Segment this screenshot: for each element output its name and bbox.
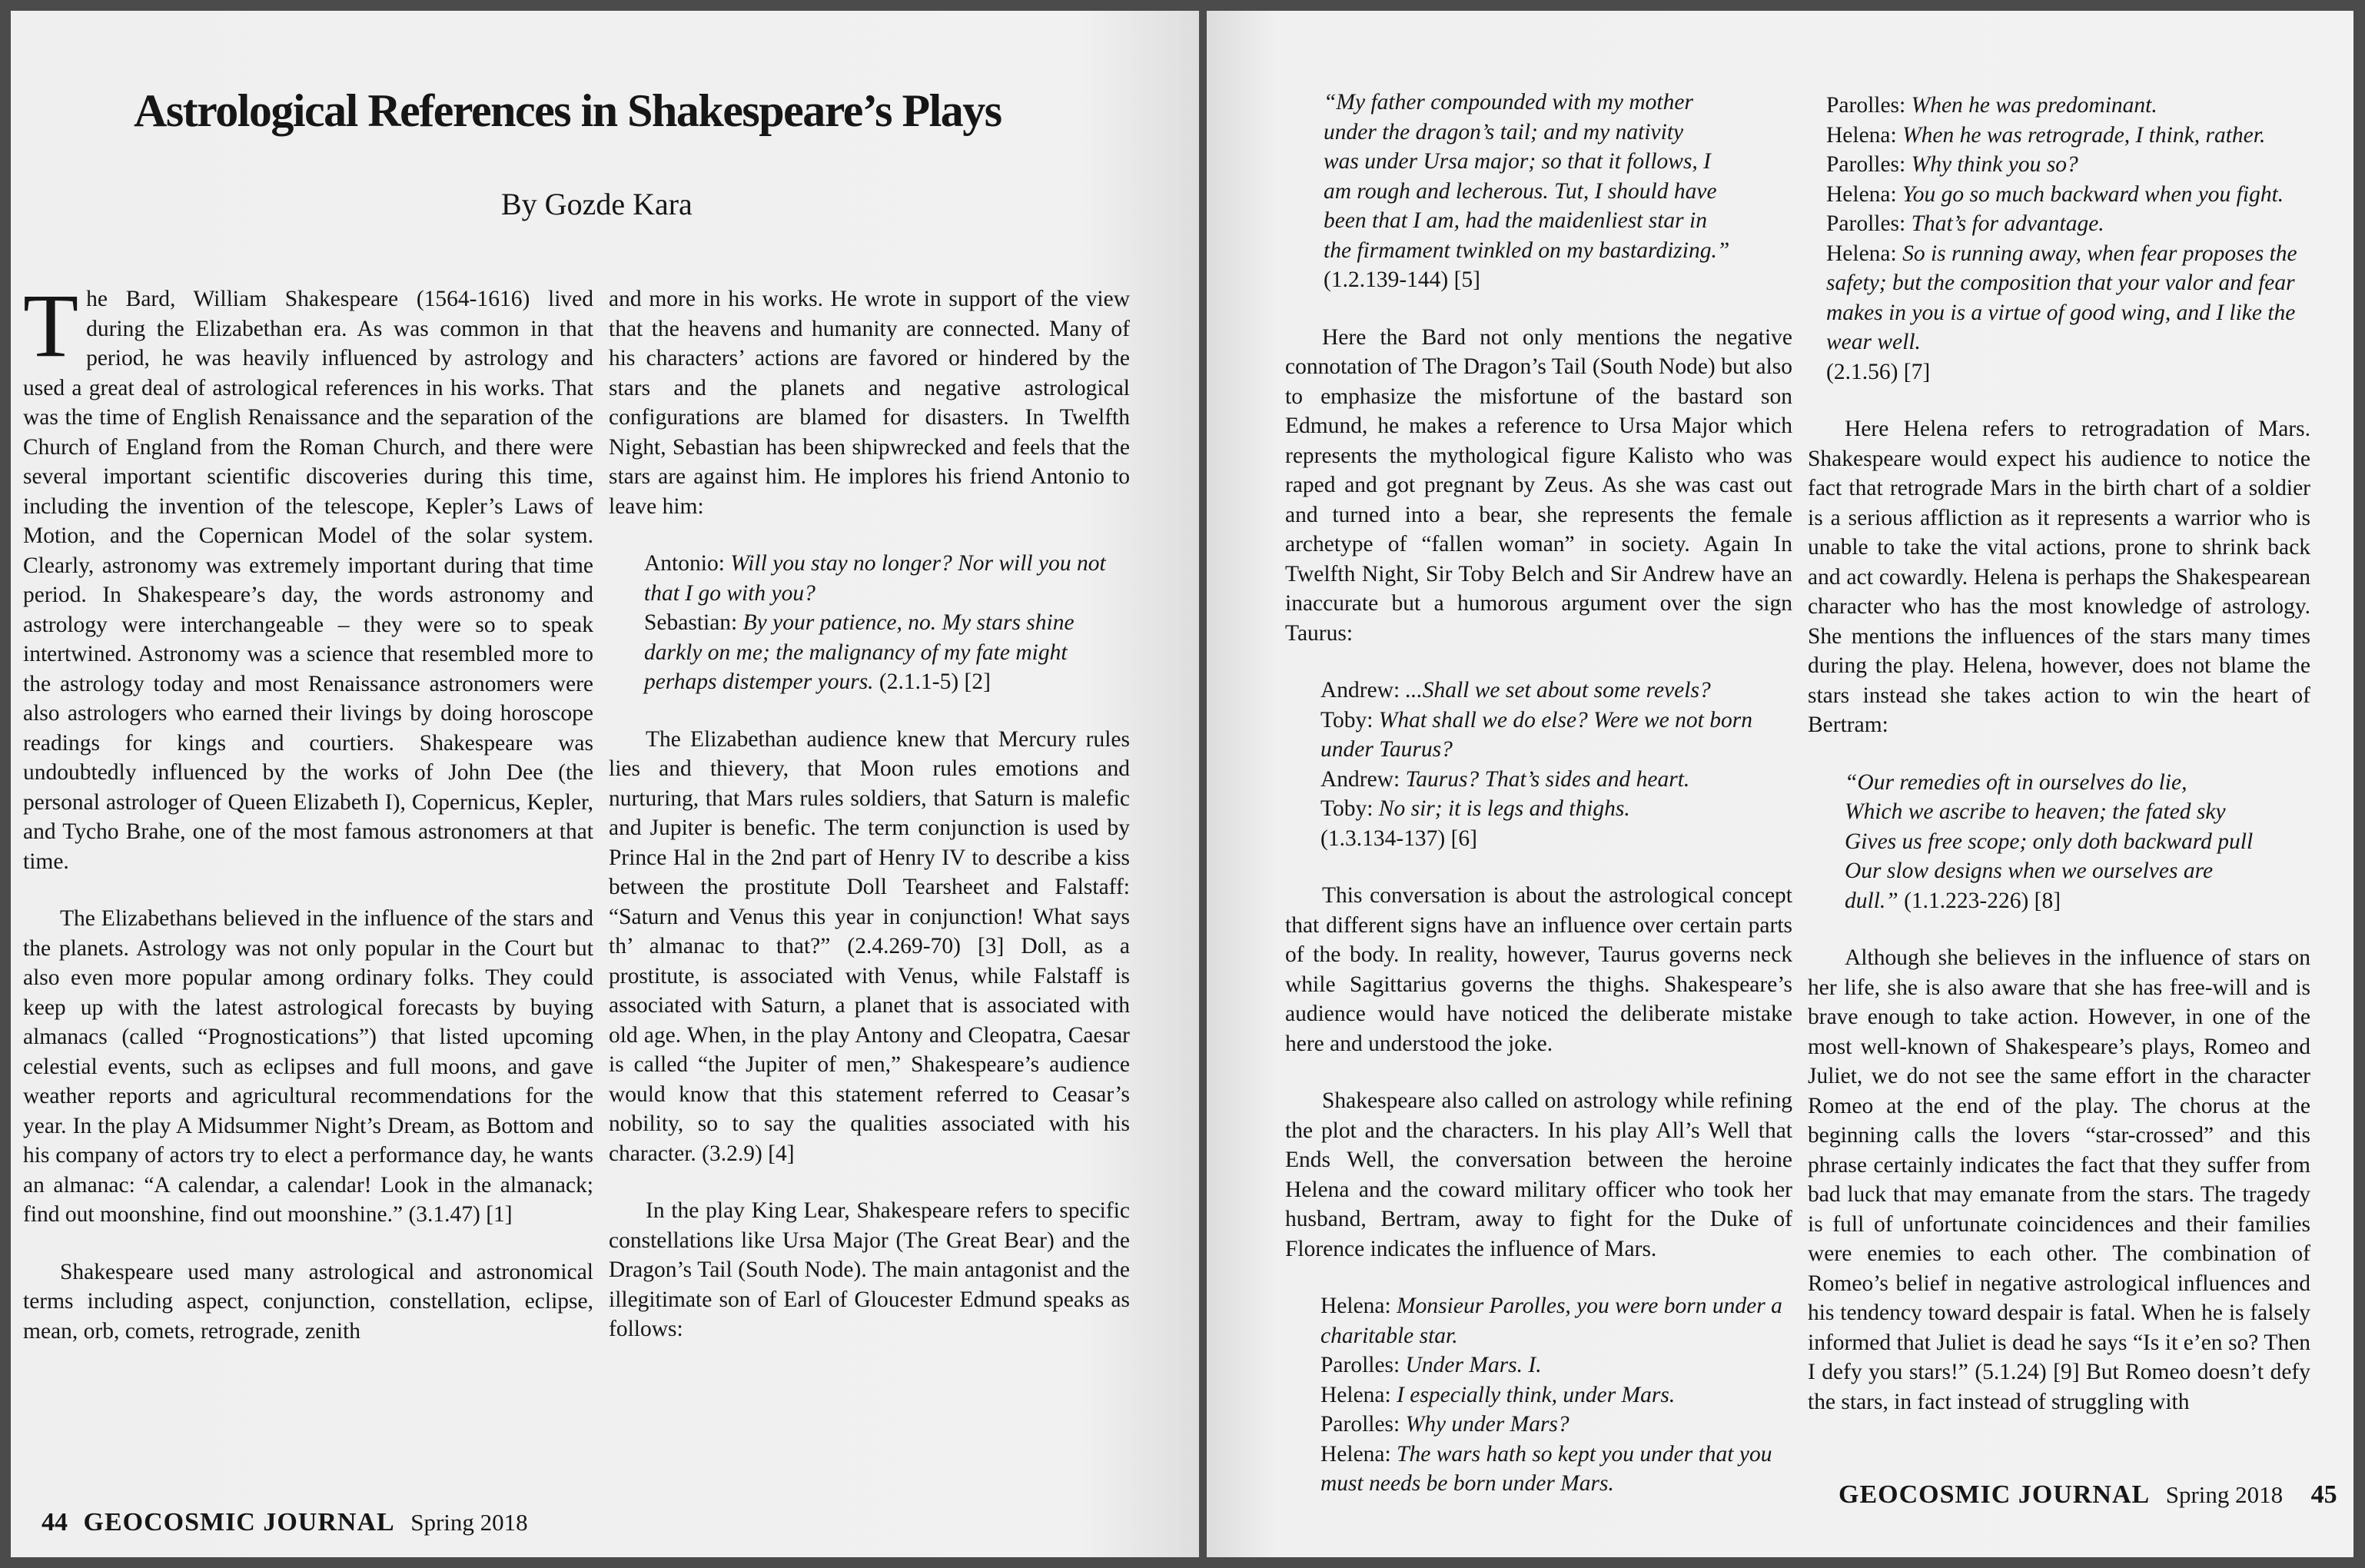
- quote-line: Parolles: Under Mars. I.: [1320, 1353, 1542, 1377]
- quote-line: the firmament twinkled on my bastardizing.”: [1324, 238, 1730, 263]
- right-page: [1207, 11, 2353, 1557]
- quote-line: “My father compounded with my mother: [1324, 90, 1693, 115]
- quote-block: [1808, 91, 2310, 387]
- citation: (2.1.56) [7]: [1826, 359, 1931, 384]
- quote-block: [1808, 768, 2310, 916]
- citation: (2.1.1-5) [2]: [879, 669, 991, 694]
- paragraph: Shakespeare used many astrological and astronomical terms including aspect, conjunction, constellation, eclipse, mean, orb, comets, retrograde, zenith: [23, 1259, 593, 1344]
- quote-line: Helena: You go so much backward when you fight.: [1826, 181, 2284, 207]
- quote-line: Andrew: ...Shall we set about some revels?: [1320, 678, 1711, 703]
- issue-date: Spring 2018: [410, 1509, 528, 1536]
- paragraph: Although she believes in the influence of stars on her life, she is also aware that she has free-will and is brave enough to take action. However, in one of the most well-known of Shakespeare’s plays, Romeo and Juliet, we do not see the same effort in the character Romeo at the end of the play. The chorus at the beginning calls the lovers “star-crossed” and this phrase certainly indicates the fact that they suffer from bad luck that may emanate from the stars. The tragedy is full of unfortunate coincidences and their families were enemies to each other. The combination of Romeo’s belief in negative astrological influences and his tendency toward despair is fatal. When he is falsely informed that Juliet is dead he says “Is it e’en so? Then I defy you stars!” (5.1.24) [9] But Romeo doesn’t defy the stars, in fact instead of struggling with: [1808, 945, 2310, 1414]
- paragraph: Here the Bard not only mentions the negative connotation of The Dragon’s Tail (South Node) but also to emphasize the misfortune of the bastard son Edmund, he makes a reference to Ursa Major which represents the mythological figure Kalisto who was raped and got pregnant by Zeus. As she was cast out and turned into a bear, she represents the female archetype of “fallen woman” in society. Again In Twelfth Night, Sir Toby Belch and Sir Andrew have an inaccurate but a humorous argument over the sign Taurus:: [1285, 324, 1792, 646]
- quote-line: Helena: I especially think, under Mars.: [1320, 1382, 1676, 1407]
- paragraph: Here Helena refers to retrogradation of Mars. Shakespeare would expect his audience to notice the fact that retrograde Mars in the birth chart of a soldier is a serious affliction as it represents a warrior who is unable to take the vital actions, prone to shrink back and act cowardly. Helena is perhaps the Shakespearean character who has the most knowledge of astrology. She mentions the influences of the stars many times during the play. Helena, however, does not blame the stars instead she takes action to win the heart of Bertram:: [1808, 417, 2310, 737]
- footer-right: [1829, 1480, 2337, 1510]
- quote-line: Parolles: Why think you so?: [1826, 152, 2078, 177]
- quote-line: Helena: So is running away, when fear proposes the safety; but the composition that your valor and fear makes in you is a virtue of good wing, and I like the wear well.: [1826, 241, 2297, 354]
- byline: By Gozde Kara: [501, 187, 693, 221]
- quote-line: Our slow designs when we ourselves are: [1845, 859, 2214, 883]
- quote-line: under the dragon’s tail; and my nativity: [1324, 119, 1684, 145]
- quote-line: Parolles: That’s for advantage.: [1826, 211, 2104, 236]
- quote-block: [1285, 88, 1792, 295]
- quote-line: Which we ascribe to heaven; the fated sky: [1845, 799, 2226, 824]
- article-title: Astrological References in Shakespeare’s Plays: [134, 85, 1001, 136]
- quote-block: [1285, 1291, 1792, 1499]
- quote-line: Toby: What shall we do else? Were we not born under Taurus?: [1320, 707, 1752, 762]
- quote-line: “Our remedies oft in ourselves do lie,: [1845, 769, 2187, 795]
- intro-paragraph: The Bard, William Shakespeare (1564-1616) lived during the Elizabethan era. As was common in that period, he was heavily influenced by astrology and used a great deal of astrological references in his works. That was the time of English Renaissance and the separation of the Church of England from the Roman Church, and there were several important scientific discoveries during this time, including the invention of the telescope, Kepler’s Laws of Motion, and the Copernican Model of the solar system. Clearly, astronomy was extremely important during that time period. In Shakespeare’s day, the words astronomy and astrology were interchangeable – they were so to speak intertwined. Astronomy was a science that resembled more to the astrology today and most Renaissance astronomers were also astrologers who earned their livings by doing horoscope readings for kings and courtiers. Shakespeare was undoubtedly influenced by the works of John Dee (the personal astrologer of Queen Elizabeth I), Copernicus, Kepler, and Tycho Brahe, one of the most famous astronomers at that time.: [23, 275, 593, 874]
- citation: (1.1.223-226) [8]: [1904, 888, 2061, 913]
- issue-date: Spring 2018: [2165, 1481, 2284, 1508]
- citation: (1.2.139-144) [5]: [1324, 267, 1480, 292]
- quote-line: Parolles: When he was predominant.: [1826, 93, 2157, 118]
- paragraph: In the play King Lear, Shakespeare refers to specific constellations like Ursa Major (The Great Bear) and the Dragon’s Tail (South Node). The main antagonist and the illegitimate son of Earl of Gloucester Edmund speaks as follows:: [609, 1198, 1130, 1341]
- quote-line: am rough and lecherous. Tut, I should have: [1324, 178, 1717, 204]
- column-1: [23, 275, 593, 1374]
- drop-cap: T: [23, 275, 79, 376]
- magazine-name: GEOCOSMIC JOURNAL: [83, 1508, 395, 1536]
- quote-line: was under Ursa major; so that it follows, I: [1324, 149, 1712, 174]
- quote-block: [1285, 676, 1792, 853]
- quote-line: Helena: Monsieur Parolles, you were born under a charitable star.: [1320, 1294, 1782, 1348]
- quote-line: Andrew: Taurus? That’s sides and heart.: [1320, 766, 1690, 792]
- paragraph: The Elizabethan audience knew that Mercury rules lies and thievery, that Moon rules emotions and nurturing, that Mars rules soldiers, that Saturn is malefic and Jupiter is benefic. The term conjunction is used by Prince Hal in the 2nd part of Henry IV to describe a kiss between the prostitute Doll Tearsheet and Falstaff: “Saturn and Venus this year in conjunction! What says th’ almanac to that?” (2.4.269-70) [3] Doll, as a prostitute, is associated with Venus, while Falstaff is associated with Saturn, a planet that is associated with old age. When, in the play Antony and Cleopatra, Caesar is called “the Jupiter of men,” Shakespeare’s audience would know that this statement referred to Ceasar’s nobility, so to say the qualities associated with his character. (3.2.9) [4]: [609, 726, 1130, 1166]
- paragraph: Shakespeare also called on astrology while refining the plot and the characters. In his play All’s Well that Ends Well, the conversation between the heroine Helena and the coward military officer who took her husband, Bertram, away to fight for the Duke of Florence indicates the influence of Mars.: [1285, 1088, 1792, 1261]
- page-number: 45: [2310, 1480, 2337, 1509]
- quote-line: been that I am, had the maidenliest star in: [1324, 208, 1707, 233]
- paragraph: This conversation is about the astrological concept that different signs have an influence over certain parts of the body. In reality, however, Taurus governs neck while Sagittarius governs the thighs. Shakespeare’s audience would have noticed the deliberate mistake here and understood the joke.: [1285, 883, 1792, 1056]
- quote-line: Helena: When he was retrograde, I think, rather.: [1826, 122, 2266, 148]
- quote-line: Sebastian: By your patience, no. My stars shine darkly on me; the malignancy of my fate might perhaps distemper yours. (2.1.1-5) [2]: [644, 610, 1075, 694]
- magazine-name: GEOCOSMIC JOURNAL: [1839, 1480, 2151, 1509]
- left-page: [11, 11, 1199, 1557]
- quote-line: Antonio: Will you stay no longer? Nor will you not that I go with you?: [644, 551, 1106, 606]
- quote-line: Gives us free scope; only doth backward pull: [1845, 829, 2254, 854]
- column-4: [1808, 91, 2310, 1444]
- citation: (1.3.134-137) [6]: [1320, 826, 1477, 851]
- quote-line: Helena: The wars hath so kept you under that you must needs be born under Mars.: [1320, 1441, 1772, 1496]
- page-number: 44: [42, 1508, 68, 1536]
- paragraph: and more in his works. He wrote in support of the view that the heavens and humanity are connected. Many of his characters’ actions are favored or hindered by the stars and the planets and negative astrological configurations are blamed for disasters. In Twelfth Night, Sebastian has been shipwrecked and feels that the stars are against him. He implores his friend Antonio to leave him:: [609, 287, 1130, 519]
- footer-left: [42, 1508, 528, 1537]
- quote-line: dull.” (1.1.223-226) [8]: [1845, 888, 2061, 913]
- paragraph: The Elizabethans believed in the influence of the stars and the planets. Astrology was not only popular in the Court but also even more popular among ordinary folks. They could keep up with the latest astrological forecasts by buying almanacs (called “Prognostications”) that listed upcoming celestial events, such as eclipses and full moons, and gave weather reports and agricultural recommendations for the year. In the play A Midsummer Night’s Dream, as Bottom and his company of actors try to elect a performance day, he wants an almanac: “A calendar, a calendar! Look in the almanack; find out moonshine, find out moonshine.” (3.1.47) [1]: [23, 906, 593, 1227]
- quote-line: Toby: No sir; it is legs and thighs.: [1320, 796, 1630, 821]
- column-2: [609, 284, 1130, 1372]
- quote-block: [609, 549, 1130, 697]
- quote-line: Parolles: Why under Mars?: [1320, 1412, 1569, 1437]
- column-3: [1285, 88, 1792, 1526]
